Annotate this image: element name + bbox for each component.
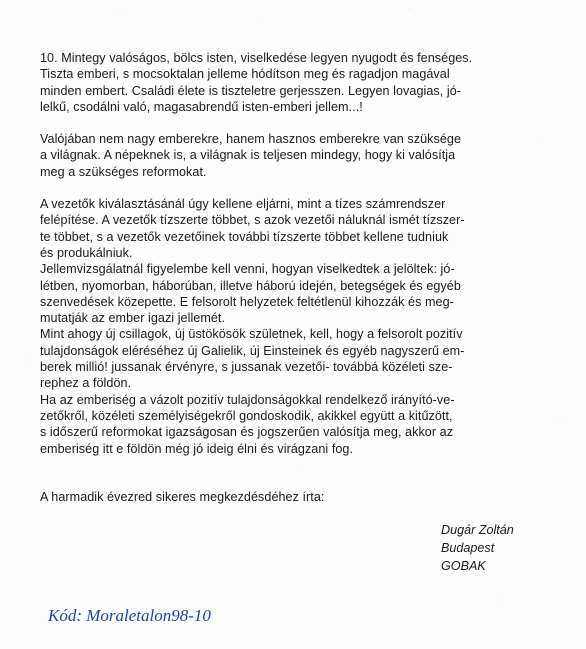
paragraph-gap [40,180,555,196]
paragraph-principle-10: 10. Mintegy valóságos, bölcs isten, viselkedése legyen nyugodt és fenséges. Tiszta emberi, s mocsoktalan jelleme hódítson meg és ragadjon magával minden embert. Családi élete is tiszteletre gerjesszen. Legyen lovagias, jó- lelkű, csodálni való, magasabrendű isten-emberi jellem...! [40,51,473,114]
document-code: Kód: Moraletalon98-10 [48,606,211,625]
author-place: GOBAK [441,559,486,573]
paragraph-leader-selection: A vezetők kiválasztásánál úgy kellene eljárni, mint a tízes számrendszer felépítése. A vezetők tízszerte többet, s azok vezetői náluknál ismét tízszer- te többet, s a vezetők vezetőinek további tízszerte többet kellene tudniuk és produkálniuk. Jellemvizsgálatnál figyelembe kell venni, hogyan viselkedtek a jelöltek: jó- létben, nyomorban, háborúban, illetve háború idején, betegségek és egyéb szenvedések közepette. E felsorolt helyzetek feltétlenül kihozzák és meg- mutatják az ember igazi jellemét. Mint ahogy új csillagok, új üstökösök születnek, kell, hogy a felsorolt pozitív tulajdonságok eléréséhez új Galielik, új Einsteinek és egyéb nagyszerű em- berek millió! jussanak érvényre, s jussanak vezetői- továbbá közéleti sze- rephez a földön. Ha az emberiség a vázolt pozitív tulajdonságokkal rendelkező irányító-ve- zetőkről, közéleti személyiségekről gondoskodik, akikkel együtt a kitűzött, s időszerű reformokat igazságosan és jogszerűen valósítja meg, akkor az emberiség itt e földön még jó ideig élni és virágzani fog. [40,197,465,456]
paragraph-dedication: A harmadik évezred sikeres megkezdésdéhez írta: [40,489,325,504]
paragraph-useful-people: Valójában nem nagy emberekre, hanem hasznos emberekre van szüksége a világnak. A népeknek is, a világnak is teljesen mindegy, hogy ki valósítja meg a szükséges reformokat. [40,132,461,179]
author-city: Budapest [441,541,495,555]
author-name: Dugár Zoltán [441,523,514,537]
paragraph-gap [40,457,555,489]
paragraph-gap [40,115,555,131]
signature-block [441,521,514,575]
letter-body [40,50,555,505]
